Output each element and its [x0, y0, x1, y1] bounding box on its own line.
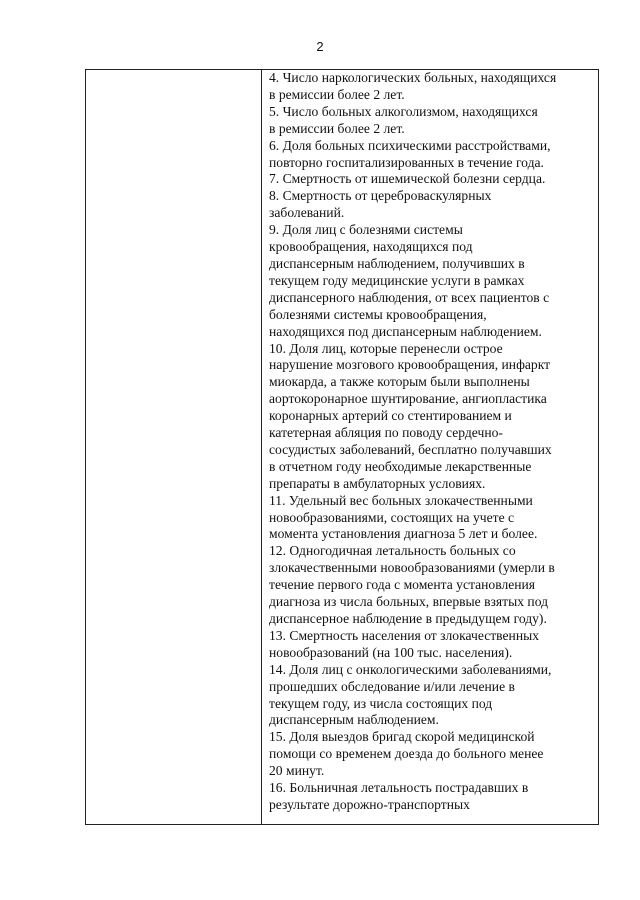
- indicator-text-line: 4. Число наркологических больных, находящихся: [269, 70, 557, 85]
- indicator-text-line: новообразованиями, состоящих на учете с: [269, 509, 515, 525]
- indicator-text-line: коронарных артерий со стентированием и: [269, 408, 512, 424]
- indicator-text-line: диспансерным наблюдением.: [269, 712, 439, 728]
- indicator-text-line: 10. Доля лиц, которые перенесли острое: [269, 340, 503, 356]
- indicator-text-line: 9. Доля лиц с болезнями системы: [269, 222, 463, 238]
- indicator-text-line: 16. Больничная летальность пострадавших в: [269, 780, 529, 796]
- indicator-text-line: 8. Смертность от цереброваскулярных: [269, 188, 492, 204]
- indicator-text-line: в ремиссии более 2 лет.: [269, 120, 405, 136]
- indicator-text-line: прошедших обследование и/или лечение в: [269, 678, 515, 694]
- indicator-text-line: результате дорожно-транспортных: [269, 796, 470, 812]
- indicator-text-line: нарушение мозгового кровообращения, инфаркт: [269, 357, 551, 373]
- indicator-text-line: 7. Смертность от ишемической болезни сердца.: [269, 171, 546, 187]
- indicator-text-line: диспансерного наблюдения, от всех пациентов с: [269, 289, 550, 305]
- indicator-text-line: 20 минут.: [269, 763, 325, 779]
- indicator-text-line: 14. Доля лиц с онкологическими заболеваниями,: [269, 661, 552, 677]
- indicator-text-line: 11. Удельный вес больных злокачественными: [269, 492, 533, 508]
- indicator-text-line: препараты в амбулаторных условиях.: [269, 475, 486, 491]
- indicator-text-line: момента установления диагноза 5 лет и более.: [269, 526, 538, 542]
- indicator-text-line: кровообращения, находящихся под: [269, 239, 473, 255]
- indicator-text-line: диспансерное наблюдение в предыдущем году).: [269, 611, 547, 626]
- page-number: 2: [316, 39, 324, 54]
- indicator-text-line: находящихся под диспансерным наблюдением.: [269, 323, 542, 339]
- indicator-text-line: злокачественными новообразованиями (умерли в: [269, 560, 555, 576]
- indicator-text-line: 12. Одногодичная летальность больных со: [269, 543, 516, 559]
- indicator-text-line: текущем году медицинские услуги в рамках: [269, 272, 525, 288]
- indicator-text-line: помощи со временем доезда до больного менее: [269, 746, 544, 762]
- indicator-text-line: 5. Число больных алкоголизмом, находящихся: [269, 103, 538, 119]
- indicator-text-line: в ремиссии более 2 лет.: [269, 86, 405, 102]
- indicator-text-line: диагноза из числа больных, впервые взятых под: [269, 594, 549, 610]
- indicator-text-line: сосудистых заболеваний, бесплатно получавших: [269, 441, 552, 457]
- indicator-text-line: 6. Доля больных психическими расстройствами,: [269, 137, 551, 153]
- indicator-text-line: в отчетном году необходимые лекарственные: [269, 458, 532, 474]
- indicator-text-line: заболеваний.: [269, 205, 345, 221]
- indicator-text-line: текущем году, из числа состоящих под: [269, 695, 493, 711]
- indicators-list-cell: [262, 70, 598, 824]
- indicator-text-line: повторно госпитализированных в течение года.: [269, 154, 544, 170]
- indicator-text-line: аортокоронарное шунтирование, ангиопластика: [269, 391, 547, 407]
- table-left-cell: [86, 70, 262, 824]
- indicators-table: [85, 69, 599, 825]
- indicator-text-line: болезнями системы кровообращения,: [269, 306, 487, 322]
- indicator-text-line: 13. Смертность населения от злокачественных: [269, 627, 540, 643]
- indicator-text-line: диспансерным наблюдением, получивших в: [269, 255, 525, 271]
- indicator-text-line: течение первого года с момента установления: [269, 577, 536, 593]
- indicator-text-line: новообразований (на 100 тыс. населения).: [269, 644, 513, 660]
- indicator-text-line: миокарда, а также которым были выполнены: [269, 374, 530, 390]
- indicator-text-line: катетерная абляция по поводу сердечно-: [269, 425, 503, 441]
- indicator-text-line: 15. Доля выездов бригад скорой медицинской: [269, 729, 535, 745]
